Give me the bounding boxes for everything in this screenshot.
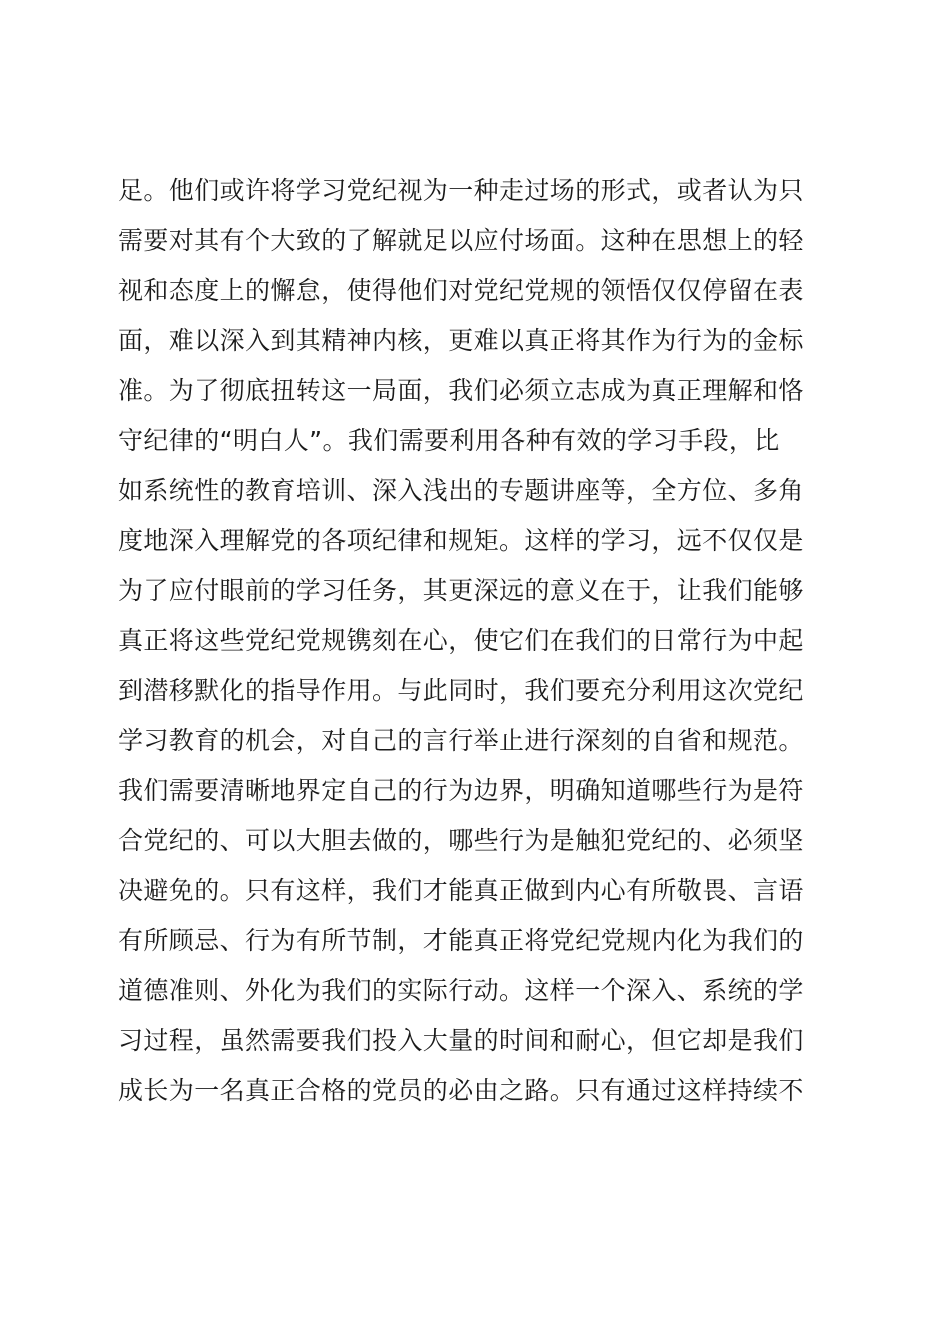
text-line: 成长为一名真正合格的党员的必由之路。只有通过这样持续不	[118, 1076, 804, 1105]
text-line: 面，难以深入到其精神内核，更难以真正将其作为行为的金标	[118, 326, 804, 355]
text-line: 守纪律的“明白人”。我们需要利用各种有效的学习手段，比	[118, 426, 780, 455]
text-line: 决避免的。只有这样，我们才能真正做到内心有所敬畏、言语	[118, 876, 804, 905]
text-line: 需要对其有个大致的了解就足以应付场面。这种在思想上的轻	[118, 226, 804, 255]
text-line: 度地深入理解党的各项纪律和规矩。这样的学习，远不仅仅是	[118, 526, 804, 555]
text-line: 学习教育的机会，对自己的言行举止进行深刻的自省和规范。	[118, 726, 804, 755]
text-line: 合党纪的、可以大胆去做的，哪些行为是触犯党纪的、必须坚	[118, 826, 804, 855]
text-line: 习过程，虽然需要我们投入大量的时间和耐心，但它却是我们	[118, 1026, 804, 1055]
text-line: 足。他们或许将学习党纪视为一种走过场的形式，或者认为只	[118, 176, 804, 205]
text-line: 我们需要清晰地界定自己的行为边界，明确知道哪些行为是符	[118, 776, 804, 805]
text-line: 为了应付眼前的学习任务，其更深远的意义在于，让我们能够	[118, 576, 804, 605]
body-paragraph	[118, 166, 818, 1116]
text-line: 视和态度上的懈怠，使得他们对党纪党规的领悟仅仅停留在表	[118, 276, 804, 305]
text-line: 真正将这些党纪党规镌刻在心，使它们在我们的日常行为中起	[118, 626, 804, 655]
text-line: 到潜移默化的指导作用。与此同时，我们要充分利用这次党纪	[118, 676, 804, 705]
text-line: 有所顾忌、行为有所节制，才能真正将党纪党规内化为我们的	[118, 926, 804, 955]
text-line: 如系统性的教育培训、深入浅出的专题讲座等，全方位、多角	[118, 476, 804, 505]
text-line: 准。为了彻底扭转这一局面，我们必须立志成为真正理解和恪	[118, 376, 804, 405]
text-line: 道德准则、外化为我们的实际行动。这样一个深入、系统的学	[118, 976, 804, 1005]
